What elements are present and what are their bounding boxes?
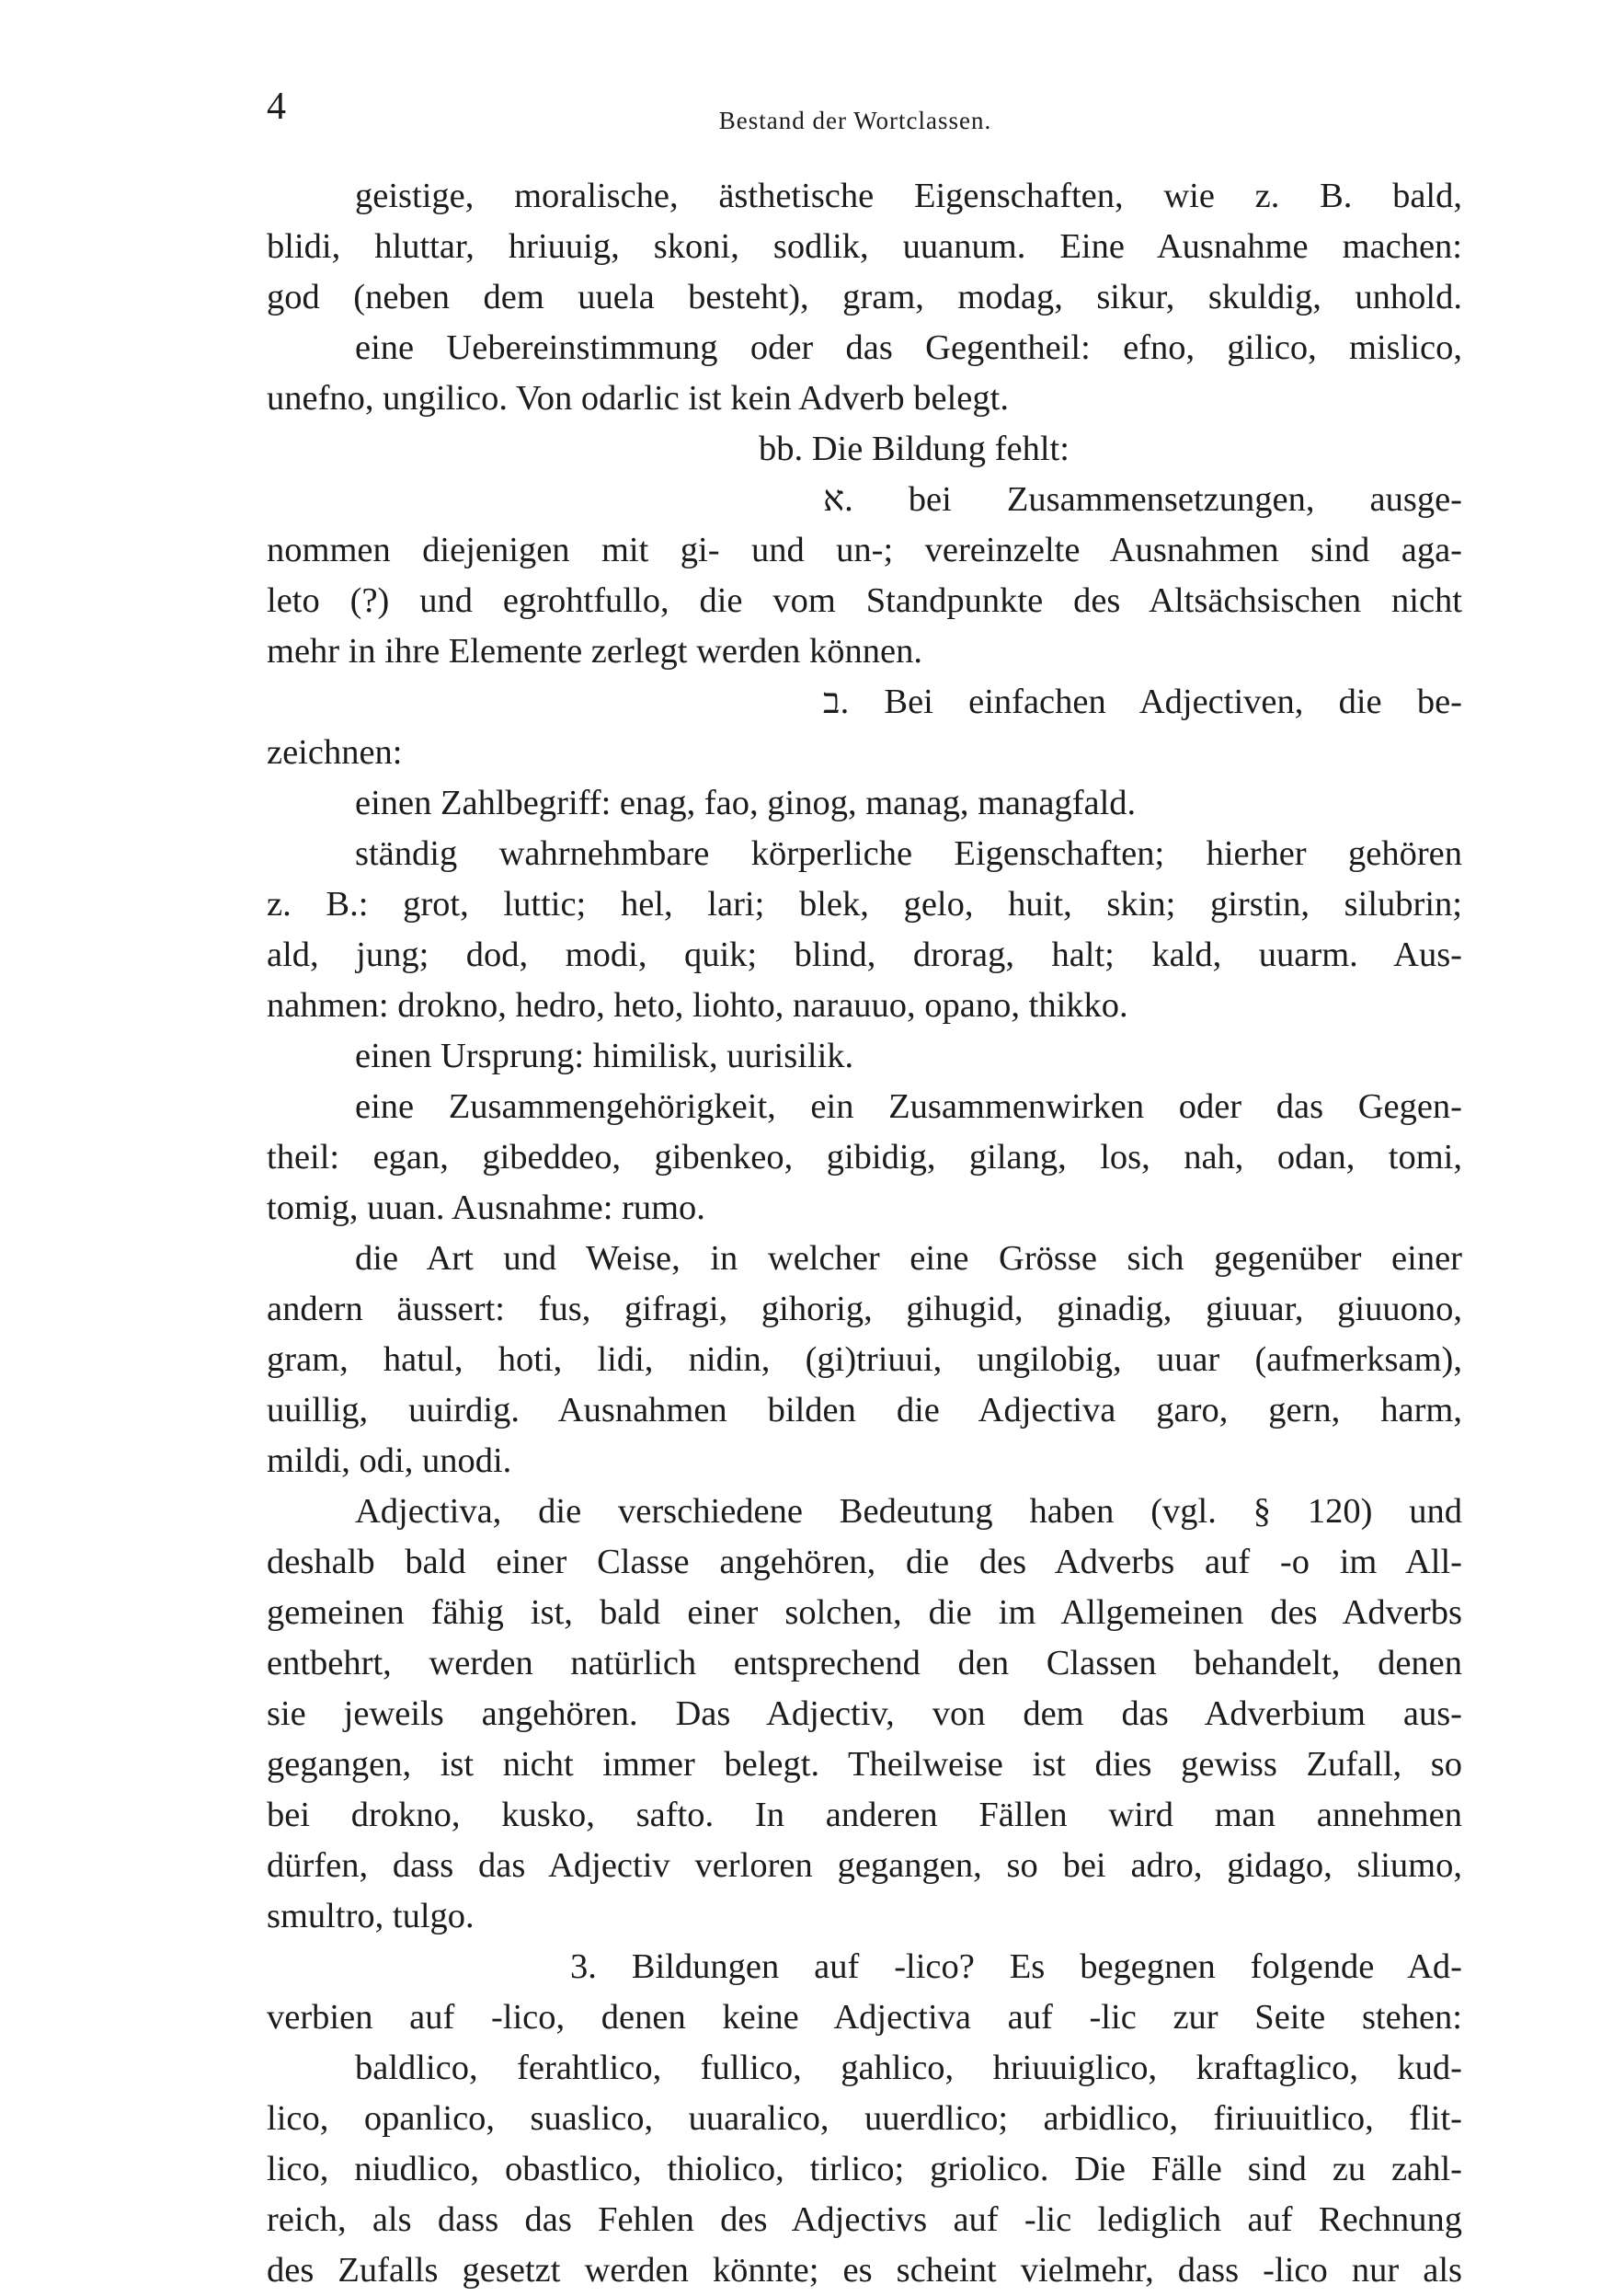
text-line: mehr in ihre Elemente zerlegt werden können. (267, 632, 923, 671)
text-line: ald, jung; dod, modi, quik; blind, drorag, halt; kald, uuarm. Aus- (267, 936, 1462, 974)
text-line: deshalb bald einer Classe angehören, die des Adverbs auf -o im All- (267, 1543, 1462, 1581)
text-line: nommen diejenigen mit gi- und un-; vereinzelte Ausnahmen sind aga- (267, 531, 1462, 569)
text-line: lico, niudlico, obastlico, thiolico, tirlico; griolico. Die Fälle sind zu zahl- (267, 2150, 1462, 2188)
text-line: des Zufalls gesetzt werden könnte; es scheint vielmehr, dass -lico nur als (267, 2251, 1462, 2290)
text-line: god (neben dem uuela besteht), gram, modag, sikur, skuldig, unhold. (267, 278, 1462, 316)
text-line: smultro, tulgo. (267, 1897, 475, 1935)
text-line: blidi, hluttar, hriuuig, skoni, sodlik, uuanum. Eine Ausnahme machen: (267, 227, 1462, 266)
text-line: zeichnen: (267, 733, 403, 772)
text-line: reich, als dass das Fehlen des Adjectivs auf -lic lediglich auf Rechnung (267, 2200, 1462, 2239)
text-line: gemeinen fähig ist, bald einer solchen, die im Allgemeinen des Adverbs (267, 1593, 1462, 1632)
subsection-heading: bb. Die Bildung fehlt: (759, 430, 1070, 468)
page-header (267, 85, 1444, 140)
text-line: andern äussert: fus, gifragi, gihorig, gihugid, ginadig, giuuar, giuuono, (267, 1290, 1462, 1328)
section-heading: 3. Bildungen auf -lico? Es begegnen folgende Ad- (570, 1947, 1462, 1986)
text-line: gram, hatul, hoti, lidi, nidin, (gi)triuui, ungilobig, uuar (aufmerksam), (267, 1340, 1462, 1379)
text-line: geistige, moralische, ästhetische Eigenschaften, wie z. B. bald, (355, 177, 1462, 215)
text-line: ständig wahrnehmbare körperliche Eigenschaften; hierher gehören (355, 834, 1462, 873)
text-line: einen Ursprung: himilisk, uurisilik. (355, 1037, 854, 1075)
text-line: nahmen: drokno, hedro, heto, liohto, narauuo, opano, thikko. (267, 986, 1128, 1025)
text-line: tomig, uuan. Ausnahme: rumo. (267, 1188, 705, 1227)
text-line: Adjectiva, die verschiedene Bedeutung haben (vgl. § 120) und (355, 1492, 1462, 1531)
text-line: theil: egan, gibeddeo, gibenkeo, gibidig, gilang, los, nah, odan, tomi, (267, 1138, 1462, 1177)
text-line: א. bei Zusammensetzungen, ausge- (823, 480, 1462, 519)
running-head: Bestand der Wortclassen. (718, 107, 992, 134)
text-line: dürfen, dass das Adjectiv verloren gegangen, so bei adro, gidago, sliumo, (267, 1846, 1462, 1885)
text-line: ב. Bei einfachen Adjectiven, die be- (823, 683, 1462, 721)
text-line: lico, opanlico, suaslico, uuaralico, uuerdlico; arbidlico, firiuuitlico, flit- (267, 2099, 1462, 2138)
text-line: eine Zusammengehörigkeit, ein Zusammenwirken oder das Gegen- (355, 1087, 1462, 1126)
text-line: leto (?) und egrohtfullo, die vom Standpunkte des Altsächsischen nicht (267, 581, 1462, 620)
text-line: uuillig, uuirdig. Ausnahmen bilden die Adjectiva garo, gern, harm, (267, 1391, 1462, 1429)
text-line: entbehrt, werden natürlich entsprechend den Classen behandelt, denen (267, 1644, 1462, 1682)
text-line: mildi, odi, unodi. (267, 1441, 512, 1480)
text-line: sie jeweils angehören. Das Adjectiv, von dem das Adverbium aus- (267, 1694, 1462, 1733)
text-line: verbien auf -lico, denen keine Adjectiva auf -lic zur Seite stehen: (267, 1998, 1462, 2037)
text-line: bei drokno, kusko, safto. In anderen Fällen wird man annehmen (267, 1796, 1462, 1834)
page-number: 4 (267, 86, 286, 128)
text-line: einen Zahlbegriff: enag, fao, ginog, manag, managfald. (355, 784, 1137, 822)
text-line: baldlico, ferahtlico, fullico, gahlico, hriuuiglico, kraftaglico, kud- (355, 2049, 1462, 2087)
text-line: gegangen, ist nicht immer belegt. Theilweise ist dies gewiss Zufall, so (267, 1745, 1462, 1784)
text-line: z. B.: grot, luttic; hel, lari; blek, gelo, huit, skin; girstin, silubrin; (267, 885, 1462, 924)
text-line: die Art und Weise, in welcher eine Grösse sich gegenüber einer (355, 1239, 1462, 1278)
body-text (267, 171, 1462, 2296)
text-line: unefno, ungilico. Von odarlic ist kein Adverb belegt. (267, 379, 1009, 418)
text-line: eine Uebereinstimmung oder das Gegentheil: efno, gilico, mislico, (355, 328, 1462, 367)
